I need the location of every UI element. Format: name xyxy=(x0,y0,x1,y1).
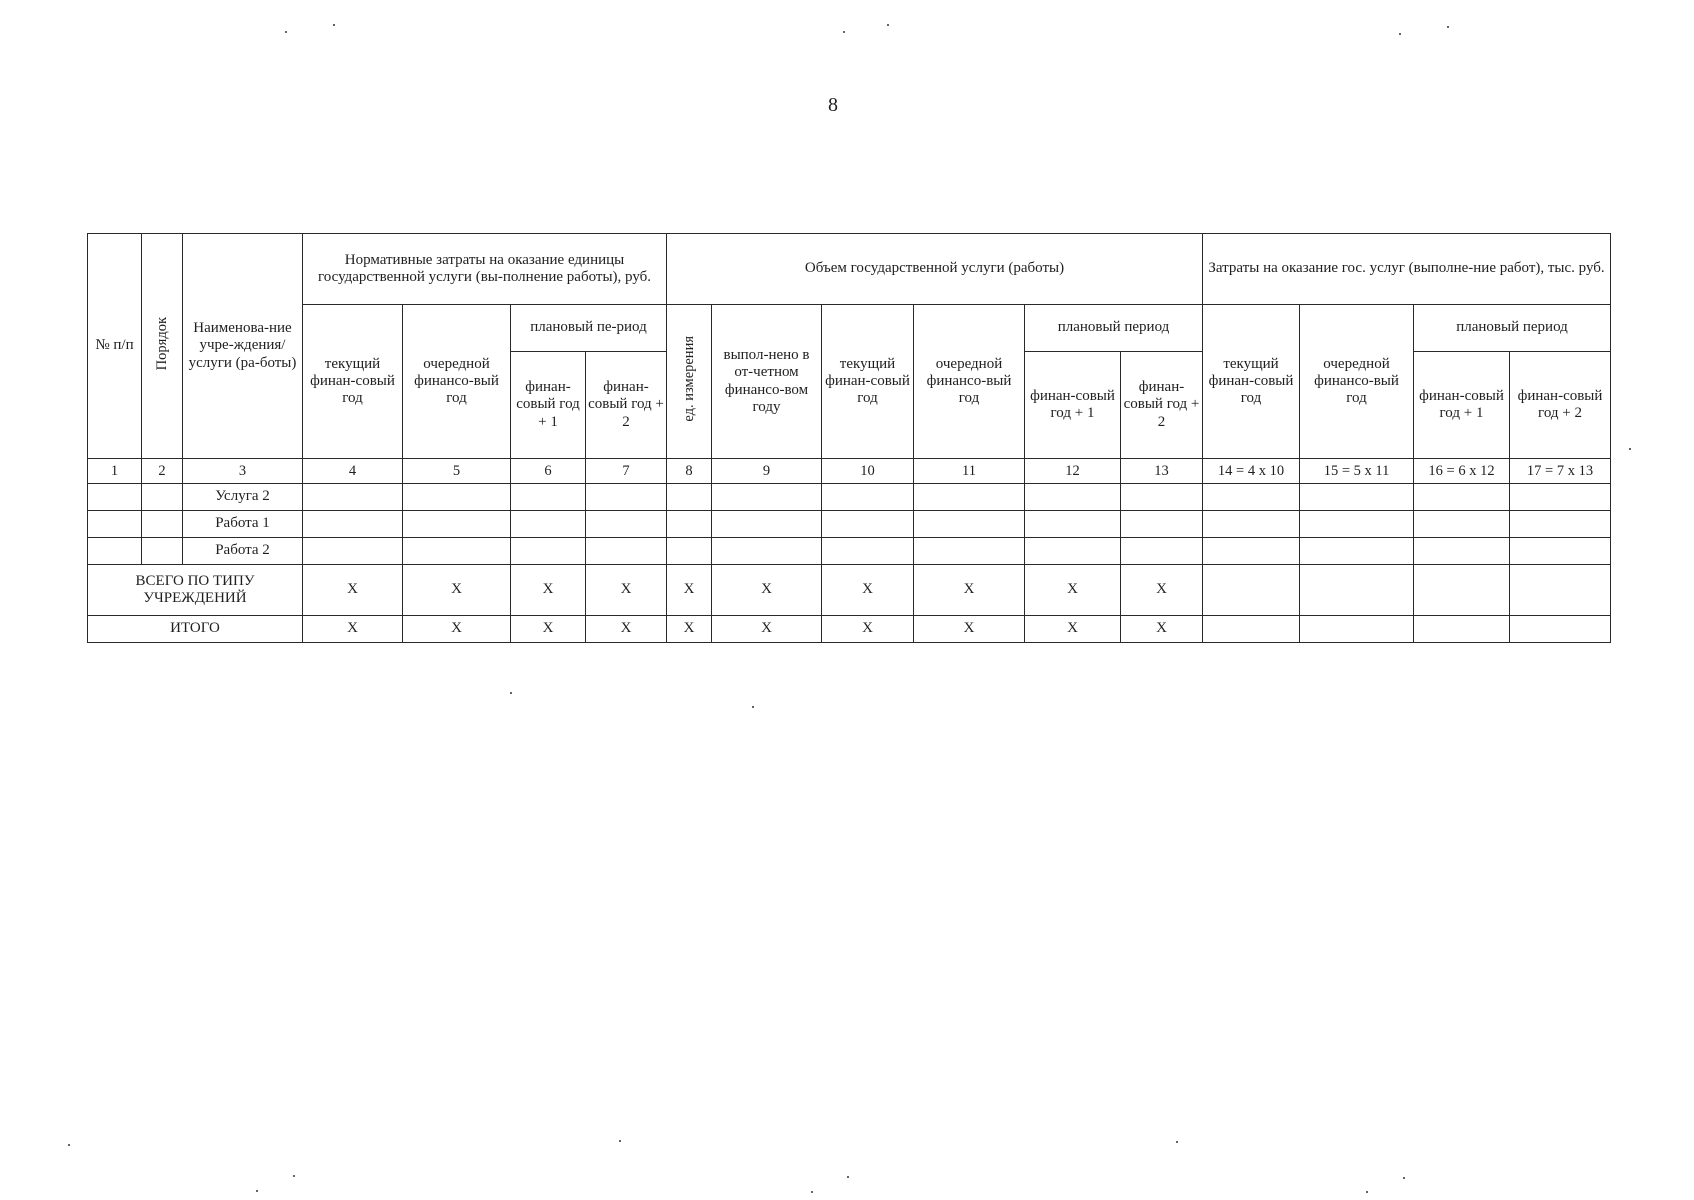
row-name: Работа 2 xyxy=(183,538,303,565)
column-number: 4 xyxy=(303,459,403,484)
norm-next-header: очередной финансо-вый год xyxy=(403,305,511,459)
column-number: 17 = 7 х 13 xyxy=(1510,459,1611,484)
scan-speck xyxy=(285,31,287,33)
scan-speck xyxy=(752,706,754,708)
total-label: ИТОГО xyxy=(88,616,303,643)
column-number: 5 xyxy=(403,459,511,484)
x-mark: Х xyxy=(1025,616,1121,643)
total-row xyxy=(88,616,1611,643)
row-name: Работа 1 xyxy=(183,511,303,538)
scan-speck xyxy=(510,692,512,694)
cost-plan-1-header: финан-совый год + 1 xyxy=(1414,352,1510,459)
scan-speck xyxy=(887,24,889,26)
col-order-header: Порядок xyxy=(142,234,183,459)
x-mark: Х xyxy=(511,616,586,643)
group-costs-header: Затраты на оказание гос. услуг (выполне-ние работ), тыс. руб. xyxy=(1203,234,1611,305)
vol-plan-2-header: финан-совый год + 2 xyxy=(1121,352,1203,459)
col-no-header: № п/п xyxy=(88,234,142,459)
col-name-header: Наименова-ние учре-ждения/ услуги (ра-боты) xyxy=(183,234,303,459)
x-mark: Х xyxy=(822,565,914,616)
norm-current-header: текущий финан-совый год xyxy=(303,305,403,459)
scan-speck xyxy=(1366,1191,1368,1193)
column-number: 1 xyxy=(88,459,142,484)
vol-done-header: выпол-нено в от-четном финансо-вом году xyxy=(712,305,822,459)
column-number: 13 xyxy=(1121,459,1203,484)
column-number: 6 xyxy=(511,459,586,484)
x-mark: Х xyxy=(511,565,586,616)
header-row-2 xyxy=(88,305,1611,352)
norm-plan-2-header: финан-совый год + 2 xyxy=(586,352,667,459)
x-mark: Х xyxy=(914,565,1025,616)
column-number-row xyxy=(88,459,1611,484)
x-mark: Х xyxy=(586,565,667,616)
column-number: 16 = 6 х 12 xyxy=(1414,459,1510,484)
total-by-type-label: ВСЕГО ПО ТИПУ УЧРЕЖДЕНИЙ xyxy=(88,565,303,616)
x-mark: Х xyxy=(667,616,712,643)
scan-speck xyxy=(68,1144,70,1146)
scan-speck xyxy=(256,1190,258,1192)
header-row-1 xyxy=(88,234,1611,305)
vol-plan-header: плановый период xyxy=(1025,305,1203,352)
scan-speck xyxy=(847,1176,849,1178)
cost-table xyxy=(87,233,1611,643)
x-mark: Х xyxy=(712,565,822,616)
row-name: Услуга 2 xyxy=(183,484,303,511)
scan-speck xyxy=(1399,33,1401,35)
vol-next-header: очередной финансо-вый год xyxy=(914,305,1025,459)
table-row xyxy=(88,484,1611,511)
x-mark: Х xyxy=(303,616,403,643)
norm-plan-header: плановый пе-риод xyxy=(511,305,667,352)
x-mark: Х xyxy=(403,565,511,616)
x-mark: Х xyxy=(667,565,712,616)
column-number: 15 = 5 х 11 xyxy=(1300,459,1414,484)
scan-speck xyxy=(619,1140,621,1142)
vol-plan-1-header: финан-совый год + 1 xyxy=(1025,352,1121,459)
column-number: 10 xyxy=(822,459,914,484)
scan-speck xyxy=(1176,1141,1178,1143)
group-volume-header: Объем государственной услуги (работы) xyxy=(667,234,1203,305)
vol-current-header: текущий финан-совый год xyxy=(822,305,914,459)
page-number: 8 xyxy=(828,94,838,116)
group-norm-header: Нормативные затраты на оказание единицы государственной услуги (вы-полнение работы), руб. xyxy=(303,234,667,305)
vol-unit-header: ед. измерения xyxy=(667,305,712,459)
cost-plan-2-header: финан-совый год + 2 xyxy=(1510,352,1611,459)
column-number: 3 xyxy=(183,459,303,484)
total-by-type-row xyxy=(88,565,1611,616)
x-mark: Х xyxy=(303,565,403,616)
norm-plan-1-header: финан-совый год + 1 xyxy=(511,352,586,459)
scan-speck xyxy=(333,24,335,26)
column-number: 2 xyxy=(142,459,183,484)
x-mark: Х xyxy=(914,616,1025,643)
x-mark: Х xyxy=(822,616,914,643)
cost-plan-header: плановый период xyxy=(1414,305,1611,352)
scan-speck xyxy=(843,31,845,33)
scan-speck xyxy=(811,1191,813,1193)
column-number: 11 xyxy=(914,459,1025,484)
scan-speck xyxy=(293,1175,295,1177)
table-row xyxy=(88,511,1611,538)
x-mark: Х xyxy=(1121,565,1203,616)
scan-speck xyxy=(1403,1177,1405,1179)
column-number: 14 = 4 х 10 xyxy=(1203,459,1300,484)
x-mark: Х xyxy=(403,616,511,643)
table-row xyxy=(88,538,1611,565)
cost-next-header: очередной финансо-вый год xyxy=(1300,305,1414,459)
x-mark: Х xyxy=(712,616,822,643)
column-number: 8 xyxy=(667,459,712,484)
column-number: 12 xyxy=(1025,459,1121,484)
scan-speck xyxy=(1629,448,1631,450)
scan-speck xyxy=(1447,26,1449,28)
column-number: 7 xyxy=(586,459,667,484)
cost-current-header: текущий финан-совый год xyxy=(1203,305,1300,459)
x-mark: Х xyxy=(1121,616,1203,643)
x-mark: Х xyxy=(586,616,667,643)
x-mark: Х xyxy=(1025,565,1121,616)
column-number: 9 xyxy=(712,459,822,484)
